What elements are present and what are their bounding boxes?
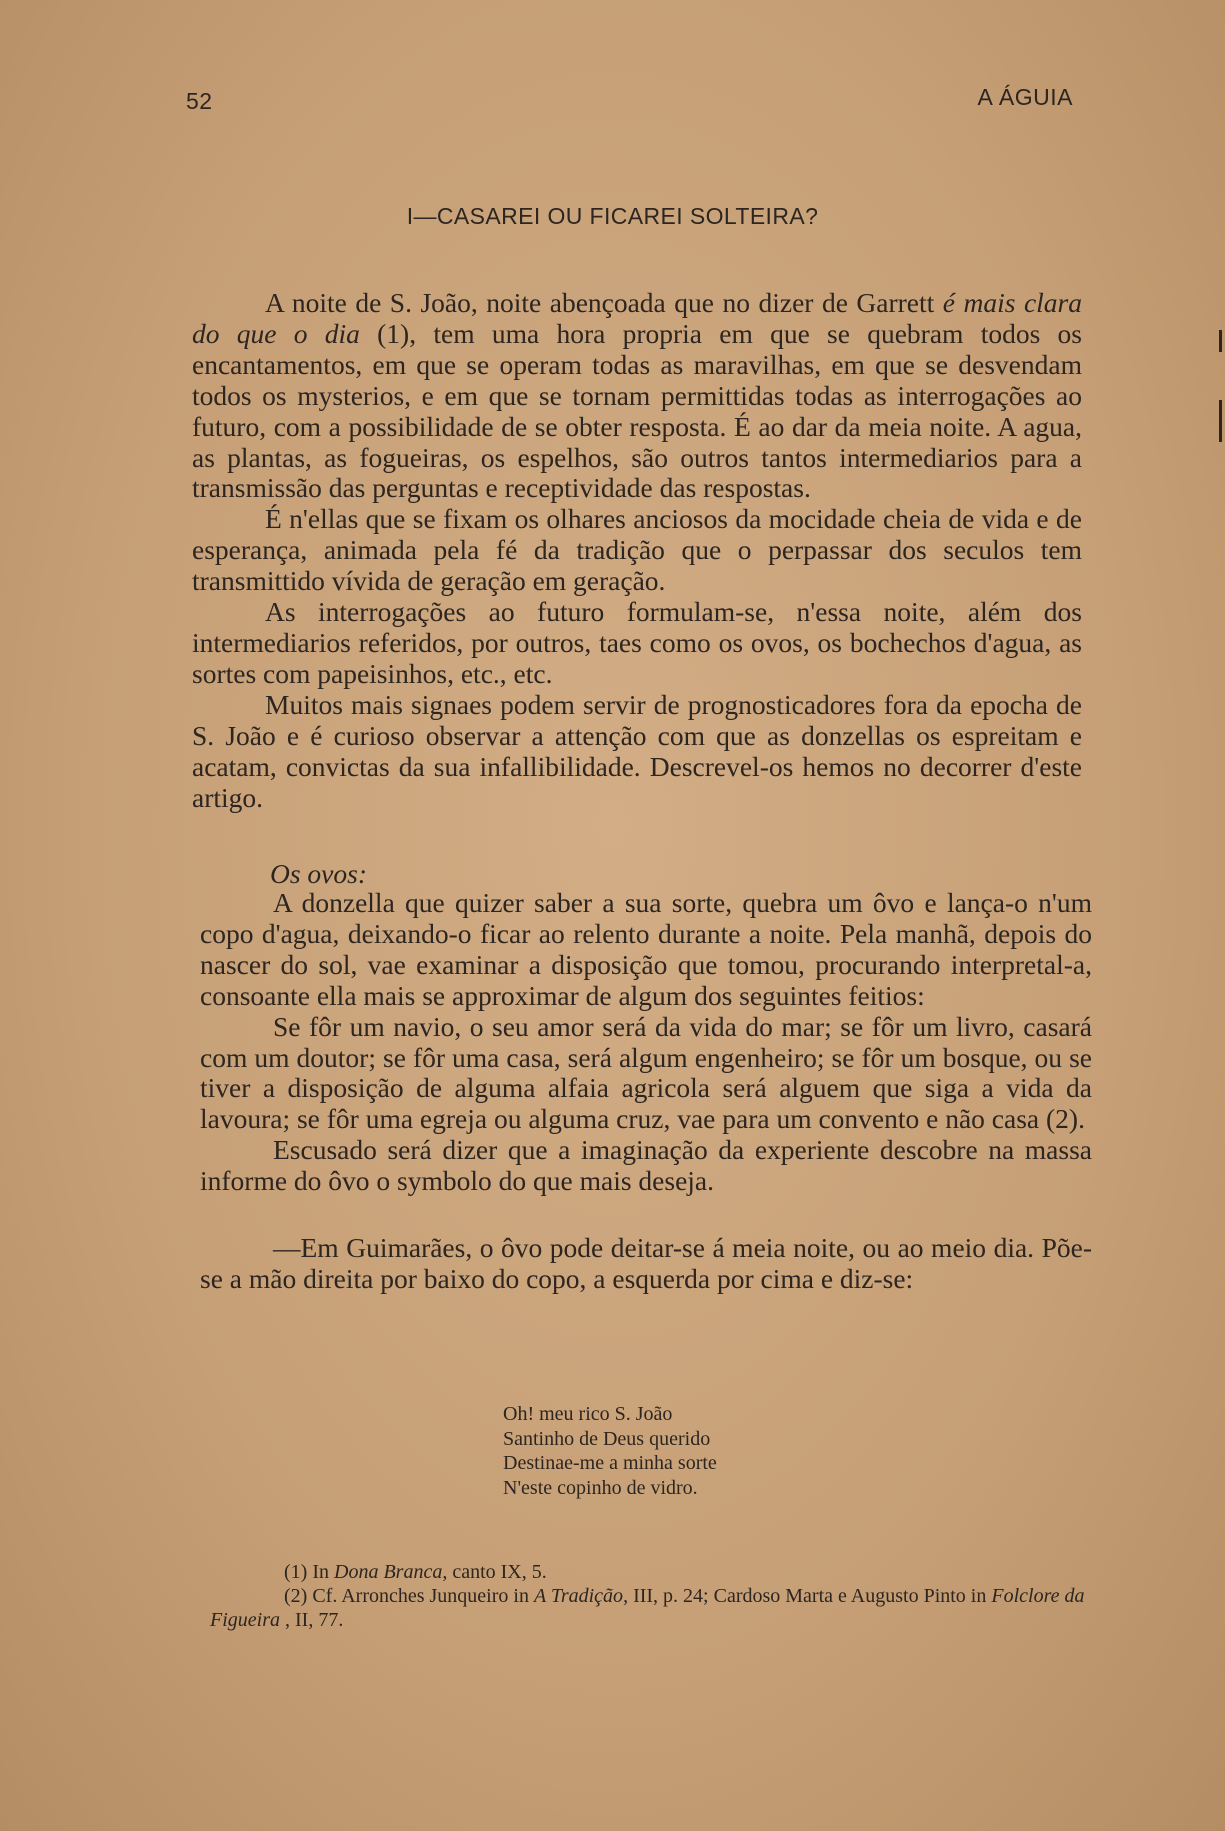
section-title: I—CASAREI OU FICAREI SOLTEIRA? (406, 203, 819, 229)
paragraph: A donzella que quizer saber a sua sorte, quebra um ôvo e lança-o n'um copo d'agua, deixando-o ficar ao relento durante a noite. Pela manhã, depois do nascer do sol, vae examinar a disposição que tomou, procurando interpretal-a, consoante ella mais se approximar de algum dos seguintes feitios: (200, 887, 1092, 1011)
footnote-text: , canto IX, 5. (442, 1561, 547, 1583)
footnote-ref: (1) (377, 317, 410, 349)
paragraph-text: , tem uma hora propria em que se quebram todos os encantamentos, em que se operam todas as maravilhas, em que se desvendam todos os mysterios, e em que se tornam permittidas todas as interrogações ao futuro, com a possibilidade de se obter resposta. É ao dar da meia noite. A agua, as plantas, as fogueiras, os espelhos, são outros tantos intermediarios para a transmissão das perguntas e receptividade das respostas. (192, 317, 1082, 504)
footnote-text: Cf. Arronches Junqueiro in (307, 1585, 534, 1607)
ovos-text (200, 888, 1092, 1295)
footnote-ref: (2) (1046, 1103, 1079, 1135)
running-head (186, 84, 1073, 118)
footnote-text: , III, p. 24; Cardoso Marta e Augusto Pinto in (623, 1585, 992, 1607)
verse (503, 1402, 717, 1500)
footnote-mark: (2) (284, 1585, 308, 1607)
footnote-2 (210, 1584, 1100, 1632)
paragraph: —Em Guimarães, o ôvo pode deitar-se á meia noite, ou ao meio dia. Põe-se a mão direita por baixo do copo, a esquerda por cima e diz-se: (200, 1232, 1092, 1294)
footnote-mark: (1) (284, 1561, 308, 1583)
page-number: 52 (186, 88, 213, 114)
work-title: A Tradição (533, 1585, 624, 1607)
verse-line: Destinae-me a minha sorte (503, 1452, 717, 1474)
paragraph: As interrogações ao futuro formulam-se, n'essa noite, além dos intermediarios referidos, por outros, taes como os ovos, os bochechos d'agua, as sortes com papeisinhos, etc., etc. (192, 596, 1082, 689)
paragraph-text: . (1078, 1103, 1085, 1135)
work-title: Folclore da Figueira (210, 1585, 1085, 1631)
quotation: é mais clara do que o dia (192, 287, 1082, 349)
scan-mark (1219, 330, 1222, 352)
paragraph (192, 288, 1082, 504)
verse-line: Santinho de Deus querido (503, 1427, 711, 1450)
verse-line: Oh! meu rico S. João (503, 1403, 673, 1425)
footnotes (210, 1560, 1100, 1632)
paragraph (200, 1012, 1092, 1136)
verse-line: N'este copinho de vidro. (503, 1476, 698, 1499)
scan-mark (1219, 400, 1222, 442)
journal-title: A ÁGUIA (977, 84, 1073, 110)
paragraph: É n'ellas que se fixam os olhares anciosos da mocidade cheia de vida e de esperança, animada pela fé da tradição que o perpassar dos seculos tem transmittido vívida de geração em geração. (192, 503, 1082, 597)
paragraph-text: A noite de S. João, noite abençoada que no dizer de Garrett (265, 287, 943, 318)
footnote-1 (210, 1560, 1100, 1584)
paragraph-text: Se fôr um navio, o seu amor será da vida do mar; se fôr um livro, casará com um doutor; se fôr uma casa, será algum engenheiro; se fôr um bosque, ou se tiver a disposição de alguma alfaia agricola será alguem que siga a vida da lavoura; se fôr uma egreja ou alguma cruz, vae para um convento e não casa (200, 1010, 1092, 1135)
subheading-ovos: Os ovos: (270, 858, 368, 889)
footnote-text: , II, 77. (280, 1609, 344, 1631)
paragraph: Muitos mais signaes podem servir de prognosticadores fora da epocha de S. João e é curioso observar a attenção com que as donzellas os espreitam e acatam, convictas da sua infallibilidade. Descrevel-os hemos no decorrer d'este artigo. (192, 688, 1082, 813)
work-title: Dona Branca (334, 1561, 443, 1583)
intro-text (192, 288, 1082, 813)
paragraph: Escusado será dizer que a imaginação da experiente descobre na massa informe do ôvo o symbolo do que mais deseja. (200, 1134, 1092, 1197)
footnote-text: In (307, 1561, 334, 1583)
